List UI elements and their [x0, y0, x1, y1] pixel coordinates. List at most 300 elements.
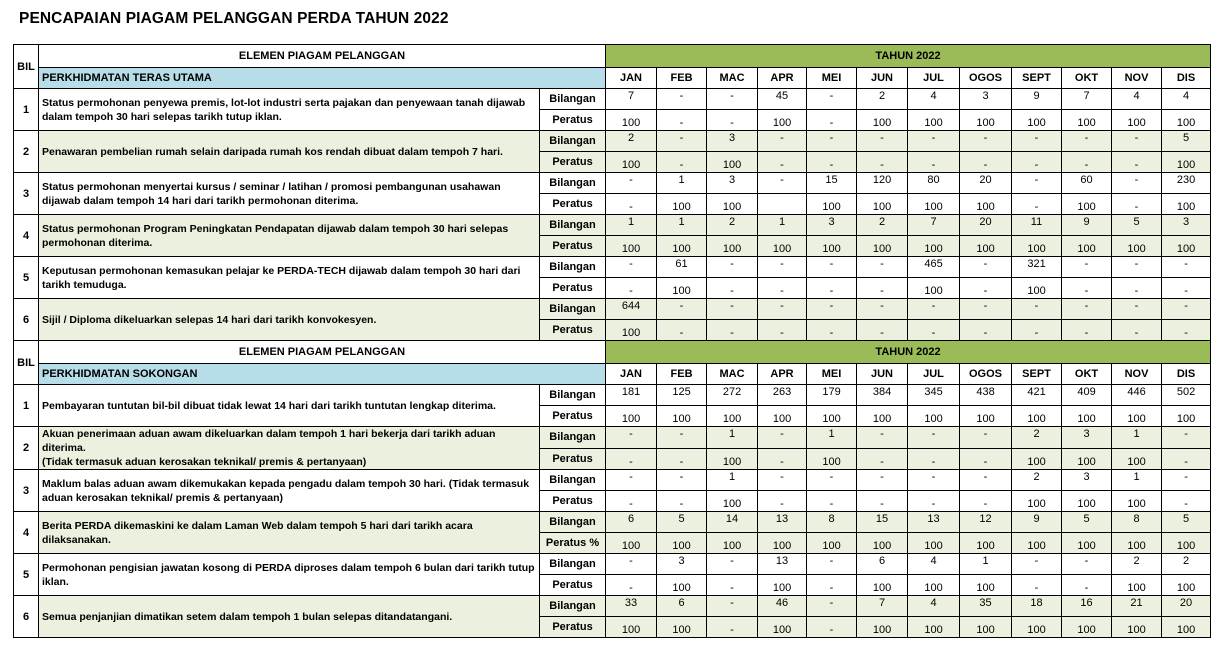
count-cell: 2 [1162, 554, 1211, 575]
count-cell: 438 [960, 385, 1012, 406]
count-cell: - [857, 257, 908, 278]
count-cell: 3 [1162, 215, 1211, 236]
month-header: JUL [908, 68, 960, 89]
count-cell: 1 [1112, 427, 1162, 449]
percent-cell: 100 [1062, 448, 1112, 470]
percent-cell: - [908, 152, 960, 173]
count-cell: 45 [758, 89, 807, 110]
percent-cell: - [606, 575, 657, 596]
count-cell: - [657, 299, 707, 320]
count-cell: - [1062, 257, 1112, 278]
percent-cell: 100 [1012, 617, 1062, 638]
percent-cell: 100 [707, 448, 758, 470]
section-header-row [14, 45, 1211, 68]
percent-cell: - [1112, 278, 1162, 299]
percent-cell: 100 [758, 617, 807, 638]
element-description [39, 215, 540, 257]
table-row [14, 596, 1211, 617]
percent-cell: - [657, 448, 707, 470]
percent-cell: 100 [1012, 491, 1062, 512]
percent-cell: 100 [1012, 448, 1062, 470]
percent-cell: 100 [1162, 533, 1211, 554]
count-cell: 20 [1162, 596, 1211, 617]
count-cell: - [707, 257, 758, 278]
month-header: NOV [1112, 364, 1162, 385]
table-row [14, 470, 1211, 491]
count-cell: 4 [1162, 89, 1211, 110]
percent-cell: - [807, 278, 857, 299]
count-cell: - [1112, 131, 1162, 152]
count-cell: 465 [908, 257, 960, 278]
percent-cell: 100 [857, 110, 908, 131]
count-cell: 644 [606, 299, 657, 320]
table-row [14, 215, 1211, 236]
row-number: 3 [14, 173, 39, 215]
percent-cell: - [807, 575, 857, 596]
percent-cell: 100 [1012, 110, 1062, 131]
category-header: PERKHIDMATAN SOKONGAN [39, 364, 606, 385]
count-cell: 3 [1062, 427, 1112, 449]
count-cell: 6 [657, 596, 707, 617]
element-header: ELEMEN PIAGAM PELANGGAN [39, 45, 606, 68]
percent-label: Peratus % [540, 533, 606, 554]
percent-label: Peratus [540, 278, 606, 299]
count-cell: - [960, 257, 1012, 278]
count-cell: - [960, 299, 1012, 320]
percent-cell: 100 [960, 406, 1012, 427]
percent-cell: 100 [758, 406, 807, 427]
percent-cell: 100 [707, 152, 758, 173]
count-cell: 2 [1012, 470, 1062, 491]
percent-cell: 100 [857, 533, 908, 554]
count-cell: - [960, 427, 1012, 449]
count-cell: 5 [1162, 512, 1211, 533]
percent-cell: - [707, 320, 758, 341]
percent-cell: - [1162, 320, 1211, 341]
count-cell: - [1162, 427, 1211, 449]
percent-cell: 100 [857, 406, 908, 427]
description-text: Status permohonan penyewa premis, lot-lot industri serta pajakan dan penyewaan tanah dijawab dalam tempoh 30 hari selepas tarikh tutup iklan. [42, 96, 526, 123]
percent-cell: 100 [1112, 533, 1162, 554]
count-cell: - [1062, 554, 1112, 575]
description-text: Penawaran pembelian rumah selain daripada rumah kos rendah dibuat dalam tempoh 7 hari. [42, 145, 503, 158]
count-cell: 1 [758, 215, 807, 236]
percent-cell: 100 [758, 236, 807, 257]
percent-cell: 100 [606, 406, 657, 427]
count-cell: - [707, 596, 758, 617]
table-row [14, 257, 1211, 278]
count-cell: 35 [960, 596, 1012, 617]
count-cell: 9 [1062, 215, 1112, 236]
element-description [39, 470, 540, 512]
year-header: TAHUN 2022 [606, 45, 1211, 68]
row-number: 6 [14, 299, 39, 341]
percent-cell: 100 [1012, 406, 1062, 427]
count-cell: - [1012, 173, 1062, 194]
percent-cell: - [960, 448, 1012, 470]
percent-cell: 100 [807, 194, 857, 215]
count-cell: 1 [707, 427, 758, 449]
month-header: OGOS [960, 68, 1012, 89]
percent-cell: 100 [960, 533, 1012, 554]
count-cell: 13 [758, 554, 807, 575]
table-row [14, 131, 1211, 152]
count-cell: 13 [758, 512, 807, 533]
percent-cell: 100 [707, 406, 758, 427]
percent-cell: 100 [908, 533, 960, 554]
percent-cell: 100 [707, 194, 758, 215]
percent-cell: - [908, 491, 960, 512]
count-cell: 263 [758, 385, 807, 406]
percent-cell: - [857, 491, 908, 512]
count-cell: - [908, 299, 960, 320]
percent-cell: 100 [807, 406, 857, 427]
row-number: 2 [14, 427, 39, 470]
month-header: JAN [606, 364, 657, 385]
count-cell: 60 [1062, 173, 1112, 194]
count-cell: - [707, 554, 758, 575]
section-subheader-row [14, 68, 1211, 89]
percent-cell: - [707, 110, 758, 131]
count-cell: 9 [1012, 89, 1062, 110]
count-cell: - [807, 470, 857, 491]
count-cell: - [707, 299, 758, 320]
count-cell: - [1112, 299, 1162, 320]
percent-cell: - [758, 152, 807, 173]
month-header: APR [758, 68, 807, 89]
percent-cell: 100 [707, 491, 758, 512]
count-cell: - [1162, 257, 1211, 278]
element-description [39, 89, 540, 131]
table-row [14, 89, 1211, 110]
row-number: 4 [14, 512, 39, 554]
percent-cell: - [606, 491, 657, 512]
count-cell: 179 [807, 385, 857, 406]
count-cell: 5 [1162, 131, 1211, 152]
percent-cell: - [758, 491, 807, 512]
percent-cell: 100 [606, 236, 657, 257]
element-description [39, 131, 540, 173]
percent-cell: - [1062, 278, 1112, 299]
count-label: Bilangan [540, 299, 606, 320]
percent-cell: 100 [1162, 236, 1211, 257]
percent-cell: - [908, 448, 960, 470]
percent-cell: 100 [857, 575, 908, 596]
percent-cell: - [758, 448, 807, 470]
count-cell: 5 [657, 512, 707, 533]
section-subheader-row [14, 364, 1211, 385]
percent-cell: - [1162, 278, 1211, 299]
count-cell: - [606, 257, 657, 278]
count-cell: 4 [1112, 89, 1162, 110]
count-cell: 6 [857, 554, 908, 575]
percent-cell: 100 [857, 194, 908, 215]
count-cell: 2 [1012, 427, 1062, 449]
percent-cell: - [1012, 152, 1062, 173]
percent-cell: - [807, 617, 857, 638]
month-header: OGOS [960, 364, 1012, 385]
percent-cell: 100 [807, 533, 857, 554]
percent-cell: 100 [1062, 491, 1112, 512]
count-label: Bilangan [540, 173, 606, 194]
percent-cell: 100 [657, 617, 707, 638]
count-cell: 20 [960, 215, 1012, 236]
month-header: DIS [1162, 68, 1211, 89]
customer-charter-table [13, 44, 1211, 638]
description-text: Keputusan permohonan kemasukan pelajar ke PERDA-TECH dijawab dalam tempoh 30 hari dari tarikh temuduga. [42, 264, 521, 291]
month-header: OKT [1062, 364, 1112, 385]
percent-cell: - [1162, 448, 1211, 470]
percent-cell: - [908, 320, 960, 341]
percent-cell: 100 [1162, 110, 1211, 131]
table-row [14, 512, 1211, 533]
count-cell: - [908, 470, 960, 491]
percent-cell: 100 [657, 575, 707, 596]
count-cell: 46 [758, 596, 807, 617]
percent-cell: 100 [657, 278, 707, 299]
page-title: PENCAPAIAN PIAGAM PELANGGAN PERDA TAHUN 2022 [19, 10, 449, 27]
count-label: Bilangan [540, 470, 606, 491]
description-text: Akuan penerimaan aduan awam dikeluarkan dalam tempoh 1 hari bekerja dari tarikh aduan diterima. (Tidak termasuk aduan kerosakan teknikal/ premis & pertanyaan) [42, 428, 496, 468]
percent-cell: 100 [960, 110, 1012, 131]
percent-cell: 100 [908, 617, 960, 638]
percent-label: Peratus [540, 448, 606, 470]
percent-cell: 100 [758, 575, 807, 596]
percent-cell: 100 [857, 236, 908, 257]
count-label: Bilangan [540, 89, 606, 110]
percent-cell: 100 [908, 575, 960, 596]
bil-header: BIL [14, 341, 39, 385]
element-description [39, 173, 540, 215]
count-cell: 1 [707, 470, 758, 491]
count-cell: 345 [908, 385, 960, 406]
count-cell: - [1012, 554, 1062, 575]
percent-cell: 100 [758, 533, 807, 554]
count-label: Bilangan [540, 596, 606, 617]
percent-cell: 100 [908, 406, 960, 427]
percent-cell: - [707, 617, 758, 638]
percent-label: Peratus [540, 236, 606, 257]
month-header: FEB [657, 68, 707, 89]
count-cell: 8 [807, 512, 857, 533]
percent-cell: 100 [657, 533, 707, 554]
percent-cell: 100 [606, 320, 657, 341]
count-cell: 6 [606, 512, 657, 533]
percent-cell: 100 [960, 236, 1012, 257]
count-cell: - [857, 427, 908, 449]
count-cell: 4 [908, 596, 960, 617]
percent-cell: - [807, 320, 857, 341]
count-cell: - [908, 131, 960, 152]
count-cell: 3 [807, 215, 857, 236]
count-cell: - [758, 470, 807, 491]
count-cell: 11 [1012, 215, 1062, 236]
month-header: MEI [807, 364, 857, 385]
count-cell: 230 [1162, 173, 1211, 194]
count-cell: 61 [657, 257, 707, 278]
percent-cell: 100 [1162, 575, 1211, 596]
count-cell: - [807, 554, 857, 575]
month-header: MAC [707, 68, 758, 89]
percent-cell: 100 [606, 533, 657, 554]
count-cell: 502 [1162, 385, 1211, 406]
percent-cell: 100 [1062, 406, 1112, 427]
element-header: ELEMEN PIAGAM PELANGGAN [39, 341, 606, 364]
month-header: JUN [857, 68, 908, 89]
count-cell: 20 [960, 173, 1012, 194]
percent-cell: - [1112, 320, 1162, 341]
percent-label: Peratus [540, 152, 606, 173]
count-label: Bilangan [540, 215, 606, 236]
count-label: Bilangan [540, 554, 606, 575]
month-header: MAC [707, 364, 758, 385]
count-cell: 2 [606, 131, 657, 152]
percent-cell: 100 [1012, 533, 1062, 554]
count-cell: - [857, 299, 908, 320]
count-cell: - [657, 89, 707, 110]
count-cell: 7 [908, 215, 960, 236]
description-text: Berita PERDA dikemaskini ke dalam Laman Web dalam tempoh 5 hari dari tarikh acara dilaksanakan. [42, 519, 473, 546]
count-cell: - [960, 470, 1012, 491]
percent-cell: 100 [1062, 236, 1112, 257]
year-header: TAHUN 2022 [606, 341, 1211, 364]
percent-cell: 100 [707, 533, 758, 554]
count-cell: - [606, 427, 657, 449]
percent-cell: - [1112, 152, 1162, 173]
count-cell: 384 [857, 385, 908, 406]
percent-cell: 100 [857, 617, 908, 638]
row-number: 1 [14, 385, 39, 427]
count-cell: 409 [1062, 385, 1112, 406]
percent-cell: 100 [807, 236, 857, 257]
count-cell: 3 [1062, 470, 1112, 491]
count-cell: - [807, 257, 857, 278]
count-cell: 7 [857, 596, 908, 617]
percent-cell: 100 [960, 194, 1012, 215]
count-cell: - [657, 131, 707, 152]
row-number: 2 [14, 131, 39, 173]
count-cell: - [758, 131, 807, 152]
count-cell: - [758, 427, 807, 449]
percent-cell: 100 [1012, 236, 1062, 257]
description-text: Status permohonan menyertai kursus / seminar / latihan / promosi pembangunan usahawan dijawab dalam tempoh 14 hari dari tarikh permohonan diterima. [42, 180, 501, 207]
percent-cell: 100 [1112, 491, 1162, 512]
percent-cell: 100 [1112, 617, 1162, 638]
month-header: FEB [657, 364, 707, 385]
month-header: JUN [857, 364, 908, 385]
percent-label: Peratus [540, 110, 606, 131]
percent-cell: 100 [657, 406, 707, 427]
month-header: NOV [1112, 68, 1162, 89]
row-number: 6 [14, 596, 39, 638]
percent-cell: - [707, 278, 758, 299]
count-cell: 1 [807, 427, 857, 449]
count-cell: 321 [1012, 257, 1062, 278]
count-cell: 3 [707, 173, 758, 194]
percent-cell: 100 [707, 236, 758, 257]
percent-cell: - [1162, 491, 1211, 512]
element-description [39, 596, 540, 638]
percent-cell: - [606, 278, 657, 299]
count-cell: 4 [908, 554, 960, 575]
count-cell: 21 [1112, 596, 1162, 617]
count-cell: - [857, 131, 908, 152]
percent-cell: - [657, 110, 707, 131]
count-cell: 2 [857, 215, 908, 236]
month-header: OKT [1062, 68, 1112, 89]
table-row [14, 554, 1211, 575]
month-header: MEI [807, 68, 857, 89]
percent-cell: - [758, 278, 807, 299]
category-header: PERKHIDMATAN TERAS UTAMA [39, 68, 606, 89]
description-text: Maklum balas aduan awam dikemukakan kepada pengadu dalam tempoh 30 hari. (Tidak termasuk aduan kerosakan teknikal/ premis & pertanyaan) [42, 477, 530, 504]
count-cell: - [758, 173, 807, 194]
percent-label: Peratus [540, 406, 606, 427]
description-text: Semua penjanjian dimatikan setem dalam tempoh 1 bulan selepas ditandatangani. [42, 610, 453, 623]
count-cell: - [657, 427, 707, 449]
percent-cell [758, 194, 807, 215]
month-header: SEPT [1012, 68, 1062, 89]
count-cell: 5 [1062, 512, 1112, 533]
count-cell: 2 [857, 89, 908, 110]
element-description [39, 554, 540, 596]
count-cell: 1 [1112, 470, 1162, 491]
percent-cell: - [657, 320, 707, 341]
table-row [14, 427, 1211, 449]
count-cell: 13 [908, 512, 960, 533]
percent-cell: - [857, 152, 908, 173]
count-cell: 1 [960, 554, 1012, 575]
count-cell: 272 [707, 385, 758, 406]
percent-cell: 100 [908, 278, 960, 299]
count-cell: 18 [1012, 596, 1062, 617]
month-header: APR [758, 364, 807, 385]
row-number: 3 [14, 470, 39, 512]
count-cell: - [758, 257, 807, 278]
count-cell: 80 [908, 173, 960, 194]
table-row [14, 299, 1211, 320]
percent-cell: - [857, 320, 908, 341]
percent-cell: - [1012, 194, 1062, 215]
count-cell: - [1112, 257, 1162, 278]
percent-cell: - [1012, 320, 1062, 341]
count-cell: - [606, 470, 657, 491]
element-description [39, 257, 540, 299]
count-cell: - [807, 89, 857, 110]
percent-cell: 100 [1062, 110, 1112, 131]
count-cell: - [657, 470, 707, 491]
percent-cell: - [657, 152, 707, 173]
description-text: Sijil / Diploma dikeluarkan selepas 14 hari dari tarikh konvokesyen. [42, 313, 377, 326]
count-cell: 15 [807, 173, 857, 194]
count-cell: - [857, 470, 908, 491]
percent-label: Peratus [540, 194, 606, 215]
description-text: Status permohonan Program Peningkatan Pendapatan dijawab dalam tempoh 30 hari selepas permohonan diterima. [42, 222, 509, 249]
percent-cell: 100 [1112, 575, 1162, 596]
count-cell: 4 [908, 89, 960, 110]
count-cell: 1 [606, 215, 657, 236]
count-cell: - [1012, 131, 1062, 152]
count-cell: - [908, 427, 960, 449]
percent-cell: - [657, 491, 707, 512]
percent-cell: 100 [1112, 406, 1162, 427]
count-cell: 446 [1112, 385, 1162, 406]
count-cell: 5 [1112, 215, 1162, 236]
element-description [39, 299, 540, 341]
percent-label: Peratus [540, 617, 606, 638]
percent-cell: - [707, 575, 758, 596]
percent-cell: - [606, 194, 657, 215]
